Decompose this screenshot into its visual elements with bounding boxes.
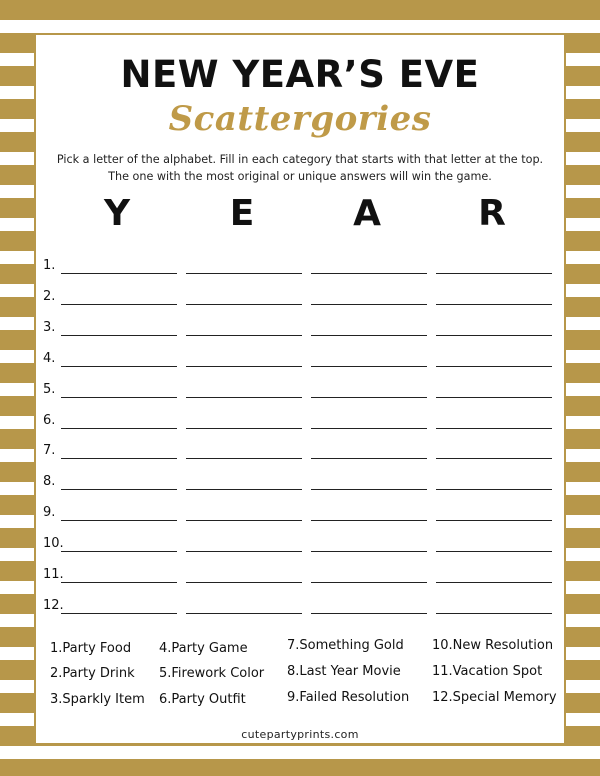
answer-line[interactable] — [311, 366, 427, 367]
instructions — [46, 151, 554, 185]
answer-line[interactable] — [61, 428, 177, 429]
answer-line[interactable] — [186, 613, 302, 614]
answer-line[interactable] — [186, 273, 302, 274]
category-item: 6.Party Outfit — [159, 692, 246, 707]
answer-line[interactable] — [61, 304, 177, 305]
row-number: 11. — [43, 567, 64, 582]
answer-line[interactable] — [186, 520, 302, 521]
answer-line[interactable] — [436, 489, 552, 490]
answer-line[interactable] — [436, 551, 552, 552]
answer-line[interactable] — [61, 551, 177, 552]
answer-line[interactable] — [61, 613, 177, 614]
answer-line[interactable] — [186, 489, 302, 490]
answer-line[interactable] — [186, 428, 302, 429]
answer-line[interactable] — [436, 582, 552, 583]
answer-line[interactable] — [311, 458, 427, 459]
answer-line[interactable] — [186, 458, 302, 459]
page-title: NEW YEAR’S EVE — [120, 53, 480, 96]
answer-line[interactable] — [311, 520, 427, 521]
answer-line[interactable] — [311, 304, 427, 305]
worksheet-card — [34, 33, 566, 745]
answer-line[interactable] — [61, 397, 177, 398]
answer-line[interactable] — [311, 613, 427, 614]
answer-line[interactable] — [61, 458, 177, 459]
category-item: 3.Sparkly Item — [50, 692, 145, 707]
category-item: 12.Special Memory — [432, 690, 557, 705]
row-number: 5. — [43, 381, 56, 397]
answer-line[interactable] — [186, 551, 302, 552]
answer-line[interactable] — [186, 397, 302, 398]
answer-line[interactable] — [311, 428, 427, 429]
row-number: 3. — [43, 319, 56, 335]
answer-line[interactable] — [436, 397, 552, 398]
answer-line[interactable] — [61, 366, 177, 367]
category-item: 11.Vacation Spot — [432, 664, 543, 679]
row-number: 7. — [43, 443, 56, 459]
answer-line[interactable] — [436, 335, 552, 336]
row-number: 1. — [43, 258, 56, 273]
answer-line[interactable] — [436, 458, 552, 459]
answer-line[interactable] — [311, 397, 427, 398]
footer-website: cutepartyprints.com — [241, 728, 359, 741]
answer-line[interactable] — [186, 366, 302, 367]
answer-line[interactable] — [61, 335, 177, 336]
answer-line[interactable] — [61, 582, 177, 583]
answer-line[interactable] — [436, 613, 552, 614]
row-number: 10. — [43, 536, 64, 552]
column-letter-e: E — [229, 193, 255, 234]
column-letter-r: R — [478, 193, 506, 234]
category-item: 9.Failed Resolution — [287, 690, 410, 705]
instructions-line-1: Pick a letter of the alphabet. Fill in each category that starts with that letter at the top. — [56, 153, 544, 166]
row-number: 2. — [43, 288, 56, 304]
answer-line[interactable] — [186, 582, 302, 583]
answer-line[interactable] — [436, 520, 552, 521]
row-number: 8. — [43, 474, 56, 490]
answer-line[interactable] — [436, 366, 552, 367]
answer-line[interactable] — [311, 582, 427, 583]
row-number: 4. — [43, 350, 56, 366]
row-number: 6. — [43, 412, 56, 428]
answer-line[interactable] — [311, 551, 427, 552]
answer-line[interactable] — [61, 489, 177, 490]
answer-line[interactable] — [311, 273, 427, 274]
row-number: 12. — [43, 597, 64, 613]
answer-line[interactable] — [61, 273, 177, 274]
category-item: 8.Last Year Movie — [287, 664, 401, 679]
answer-line[interactable] — [311, 489, 427, 490]
category-item: 10.New Resolution — [432, 638, 554, 653]
category-item: 2.Party Drink — [50, 666, 135, 681]
row-number: 9. — [43, 505, 56, 521]
answer-line[interactable] — [436, 304, 552, 305]
category-item: 5.Firework Color — [159, 666, 265, 681]
category-item: 4.Party Game — [159, 641, 248, 656]
category-item: 1.Party Food — [50, 641, 132, 656]
page-subtitle: Scattergories — [168, 99, 432, 139]
column-letter-y: Y — [103, 193, 131, 234]
answer-line[interactable] — [436, 273, 552, 274]
answer-line[interactable] — [186, 304, 302, 305]
answer-line[interactable] — [436, 428, 552, 429]
column-letter-a: A — [353, 193, 381, 234]
category-item: 7.Something Gold — [287, 638, 404, 653]
answer-line[interactable] — [311, 335, 427, 336]
answer-line[interactable] — [61, 520, 177, 521]
instructions-line-2: The one with the most original or unique answers will win the game. — [108, 170, 492, 183]
answer-line[interactable] — [186, 335, 302, 336]
